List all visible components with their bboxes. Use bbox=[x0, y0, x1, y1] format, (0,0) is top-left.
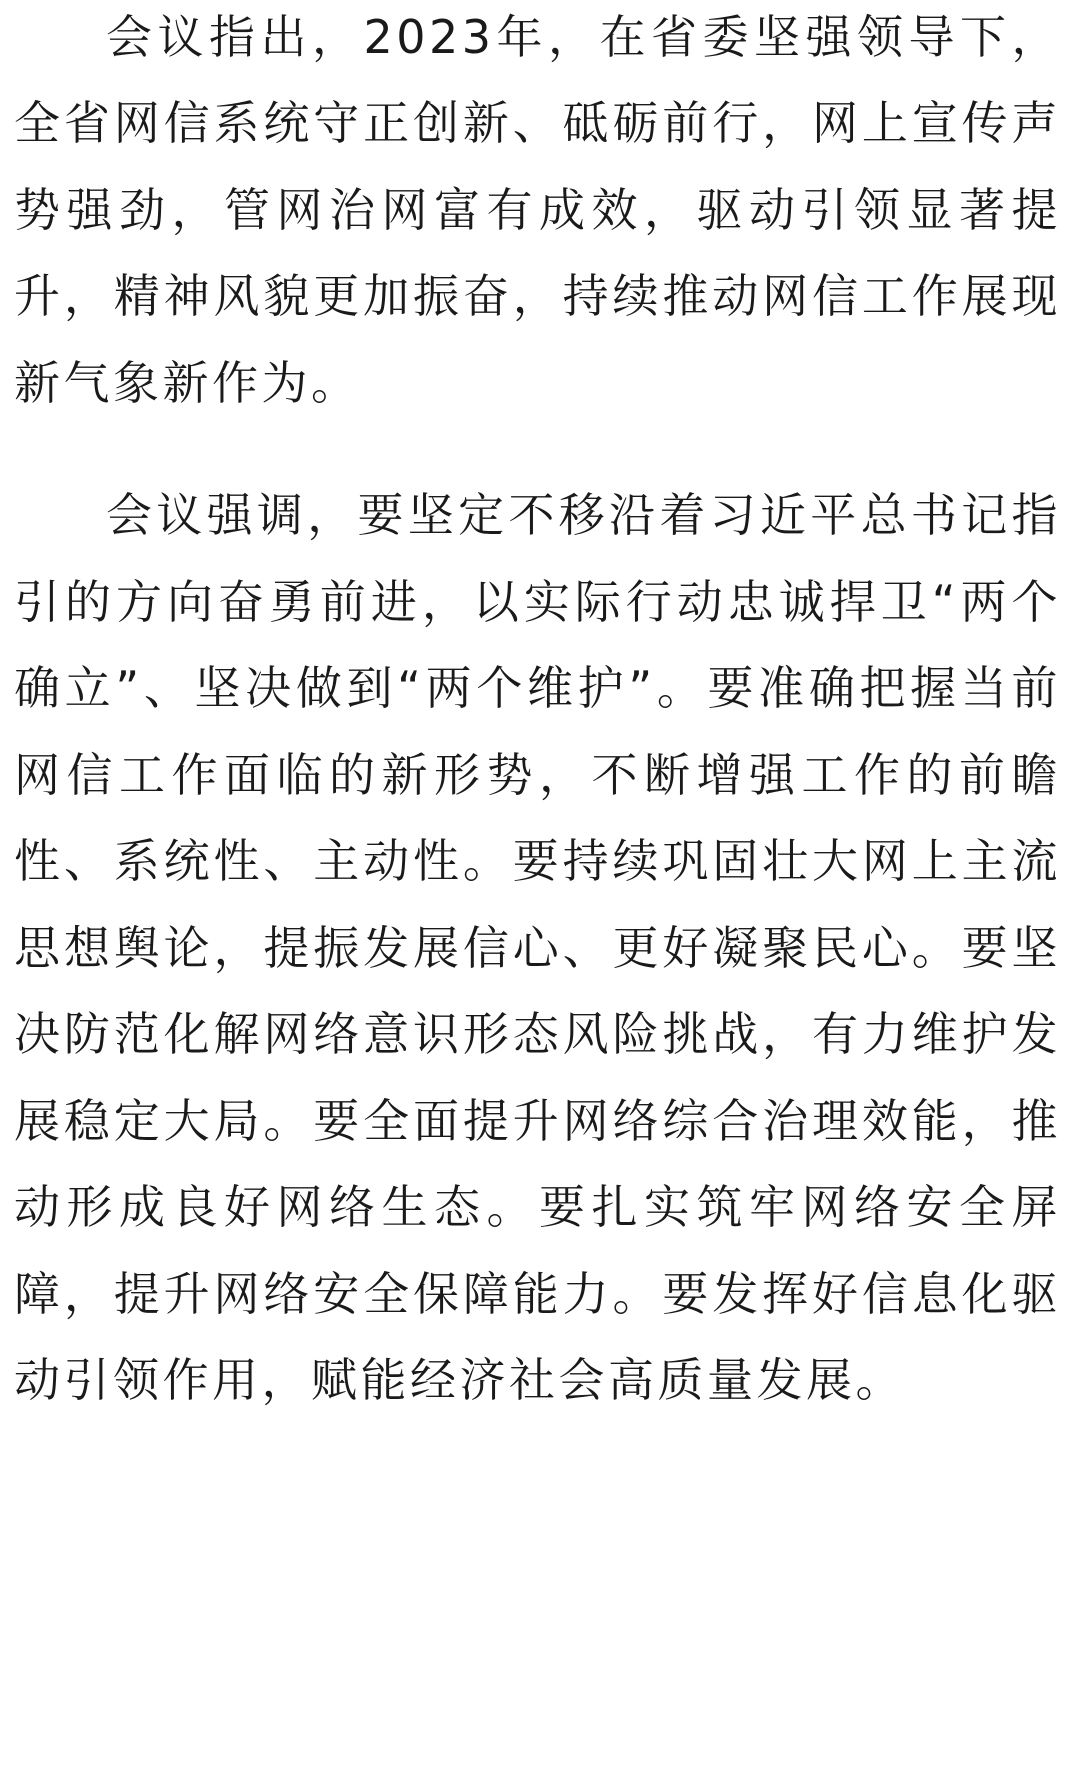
paragraph-meeting-summary: 会议指出，2023年，在省委坚强领导下，全省网信系统守正创新、砥砺前行，网上宣传声势强劲，管网治网富有成效，驱动引领显著提升，精神风貌更加振奋，持续推动网信工作展现新气象新作为。 bbox=[14, 10, 1061, 410]
paragraph-meeting-requirements: 会议强调，要坚定不移沿着习近平总书记指引的方向奋勇前进，以实际行动忠诚捍卫“两个确立”、坚决做到“两个维护”。要准确把握当前网信工作面临的新形势，不断增强工作的前瞻性、系统性、主动性。要持续巩固壮大网上主流思想舆论，提振发展信心、更好凝聚民心。要坚决防范化解网络意识形态风险挑战，有力维护发展稳定大局。要全面提升网络综合治理效能，推动形成良好网络生态。要扎实筑牢网络安全屏障，提升网络安全保障能力。要发挥好信息化驱动引领作用，赋能经济社会高质量发展。 bbox=[14, 488, 1061, 1408]
